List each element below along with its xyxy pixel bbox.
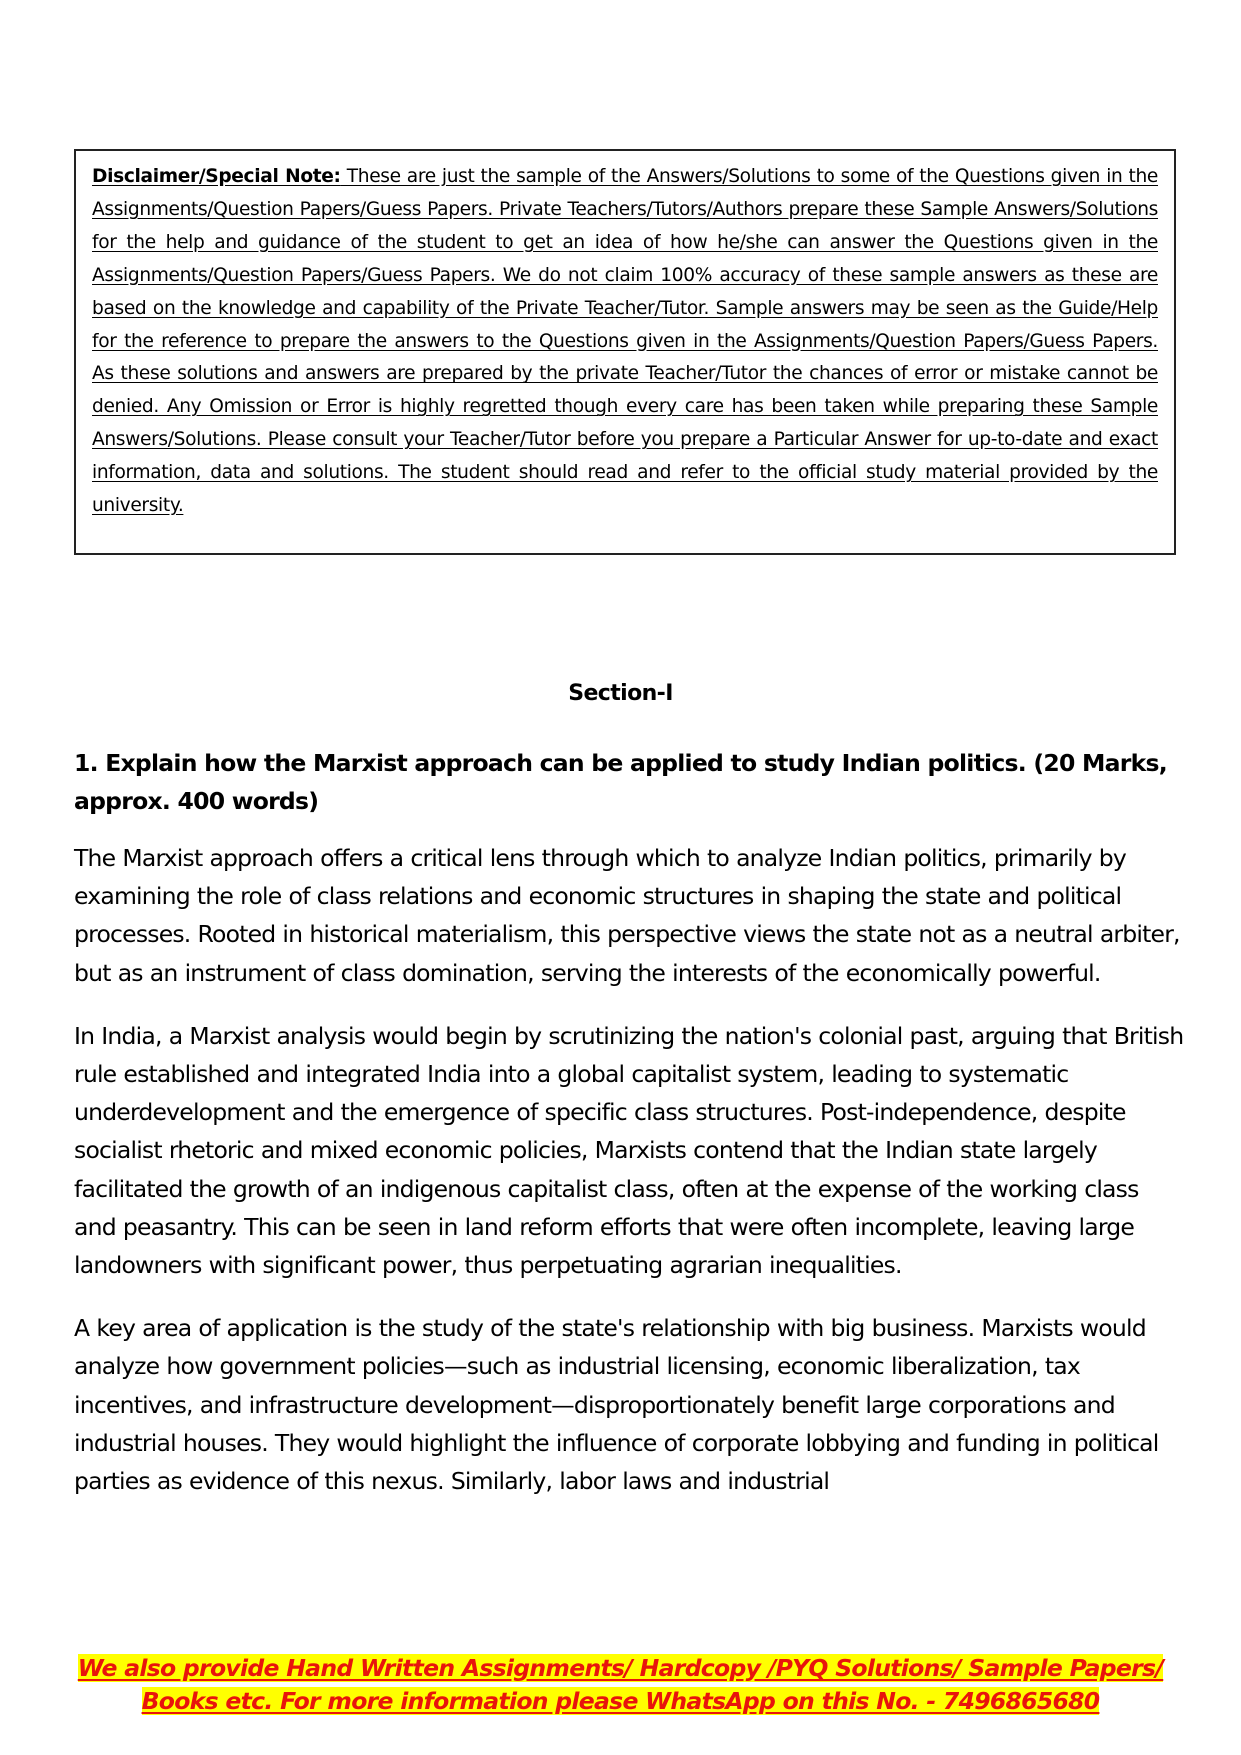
answer-paragraph: The Marxist approach offers a critical lens through which to analyze Indian politics, primarily by examining the role of class relations and economic structures in shaping the state and political processes. Rooted in historical materialism, this perspective views the state not as a neutral arbiter, but as an instrument of class domination, serving the interests of the economically powerful.	[74, 844, 1180, 987]
section-title: Section-I	[568, 681, 673, 706]
promo-footer	[0, 1652, 1241, 1718]
promo-line-1	[0, 1652, 1241, 1685]
promo-line-2	[0, 1685, 1241, 1718]
question-heading: 1. Explain how the Marxist approach can be applied to study Indian politics. (20 Marks, approx. 400 words)	[74, 749, 1167, 815]
answer-content	[74, 744, 1184, 1525]
disclaimer-text	[92, 161, 1158, 523]
promo-text-2: Books etc. For more information please WhatsApp on this No. - 7496865680	[141, 1687, 1100, 1715]
disclaimer-box	[74, 149, 1176, 555]
disclaimer-body: These are just the sample of the Answers/Solutions to some of the Questions given in the Assignments/Question Papers/Guess Papers. Private Teachers/Tutors/Authors prepare these Sample Answers/Solutions for the help and guidance of the student to get an idea of how he/she can answer the Questions given in the Assignments/Question Papers/Guess Papers. We do not claim 100% accuracy of these sample answers as these are based on the knowledge and capability of the Private Teacher/Tutor. Sample answers may be seen as the Guide/Help for the reference to prepare the answers to the Questions given in the Assignments/Question Papers/Guess Papers. As these solutions and answers are prepared by the private Teacher/Tutor the chances of error or mistake cannot be denied. Any Omission or Error is highly regretted though every care has been taken while preparing these Sample Answers/Solutions. Please consult your Teacher/Tutor before you prepare a Particular Answer for up-to-date and exact information, data and solutions. The student should read and refer to the official study material provided by the university.	[92, 166, 1159, 517]
disclaimer-label: Disclaimer/Special Note:	[92, 166, 341, 187]
answer-paragraph: A key area of application is the study of the state's relationship with big business. Marxists would analyze how government policies—such as industrial licensing, economic liberalization, tax incentives, and infrastructure development—disproportionately benefit large corporations and industrial houses. They would highlight the influence of corporate lobbying and funding in political parties as evidence of this nexus. Similarly, labor laws and industrial	[74, 1314, 1159, 1496]
answer-paragraph: In India, a Marxist analysis would begin by scrutinizing the nation's colonial past, arguing that British rule established and integrated India into a global capitalist system, leading to systematic underdevelopment and the emergence of specific class structures. Post-independence, despite socialist rhetoric and mixed economic policies, Marxists contend that the Indian state largely facilitated the growth of an indigenous capitalist class, often at the expense of the working class and peasantry. This can be seen in land reform efforts that were often incomplete, leaving large landowners with significant power, thus perpetuating agrarian inequalities.	[74, 1021, 1184, 1280]
promo-text-1: We also provide Hand Written Assignments/ Hardcopy /PYQ Solutions/ Sample Papers/	[77, 1654, 1164, 1682]
